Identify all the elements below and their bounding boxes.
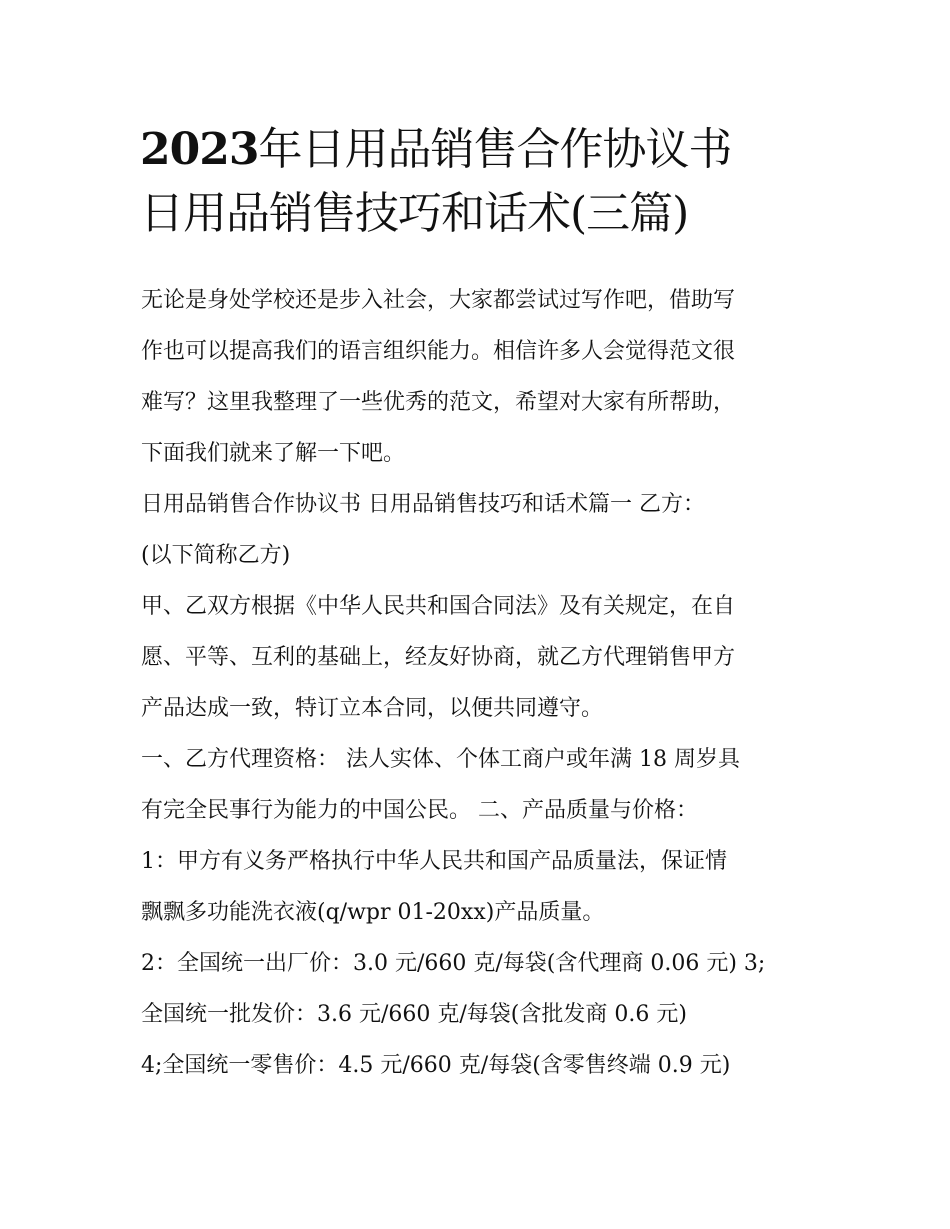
title-line-1 <box>140 118 820 182</box>
text-line: 2：全国统一出厂价：3.0 元/660 克/每袋(含代理商 0.06 元) 3; <box>141 951 766 976</box>
title-line-1-text: 年日用品销售合作协议书 <box>258 124 732 175</box>
title-line-2: 日用品销售技巧和话术(三篇) <box>140 188 689 239</box>
text-line: 1：甲方有义务严格执行中华人民共和国产品质量法，保证情 <box>141 849 727 874</box>
text-line: 愿、平等、互利的基础上，经友好协商，就乙方代理销售甲方 <box>141 645 736 670</box>
text-line: (以下简称乙方) <box>141 543 291 568</box>
text-line: 产品达成一致，特订立本合同，以便共同遵守。 <box>141 696 604 721</box>
document-title <box>140 118 820 246</box>
text-line: 难写？这里我整理了一些优秀的范文，希望对大家有所帮助， <box>141 390 736 415</box>
text-line: 无论是身处学校还是步入社会，大家都尝试过写作吧，借助写 <box>141 288 736 313</box>
text-line: 全国统一批发价：3.6 元/660 克/每袋(含批发商 0.6 元) <box>141 1002 687 1027</box>
text-line: 有完全民事行为能力的中国公民。 二、产品质量与价格： <box>141 798 698 823</box>
text-line: 日用品销售合作协议书 日用品销售技巧和话术篇一 乙方： <box>141 492 705 517</box>
text-line: 下面我们就来了解一下吧。 <box>141 441 406 466</box>
text-line: 4;全国统一零售价：4.5 元/660 克/每袋(含零售终端 0.9 元) <box>141 1053 731 1078</box>
text-line: 甲、乙双方根据《中华人民共和国合同法》及有关规定，在自 <box>141 594 736 619</box>
title-year: 2023 <box>140 124 259 175</box>
text-line: 一、乙方代理资格： 法人实体、个体工商户或年满 18 周岁具 <box>141 747 740 772</box>
text-line: 作也可以提高我们的语言组织能力。相信许多人会觉得范文很 <box>141 339 736 364</box>
text-line: 飘飘多功能洗衣液(q/wpr 01-20xx)产品质量。 <box>141 900 605 925</box>
document-body <box>141 282 821 1098</box>
